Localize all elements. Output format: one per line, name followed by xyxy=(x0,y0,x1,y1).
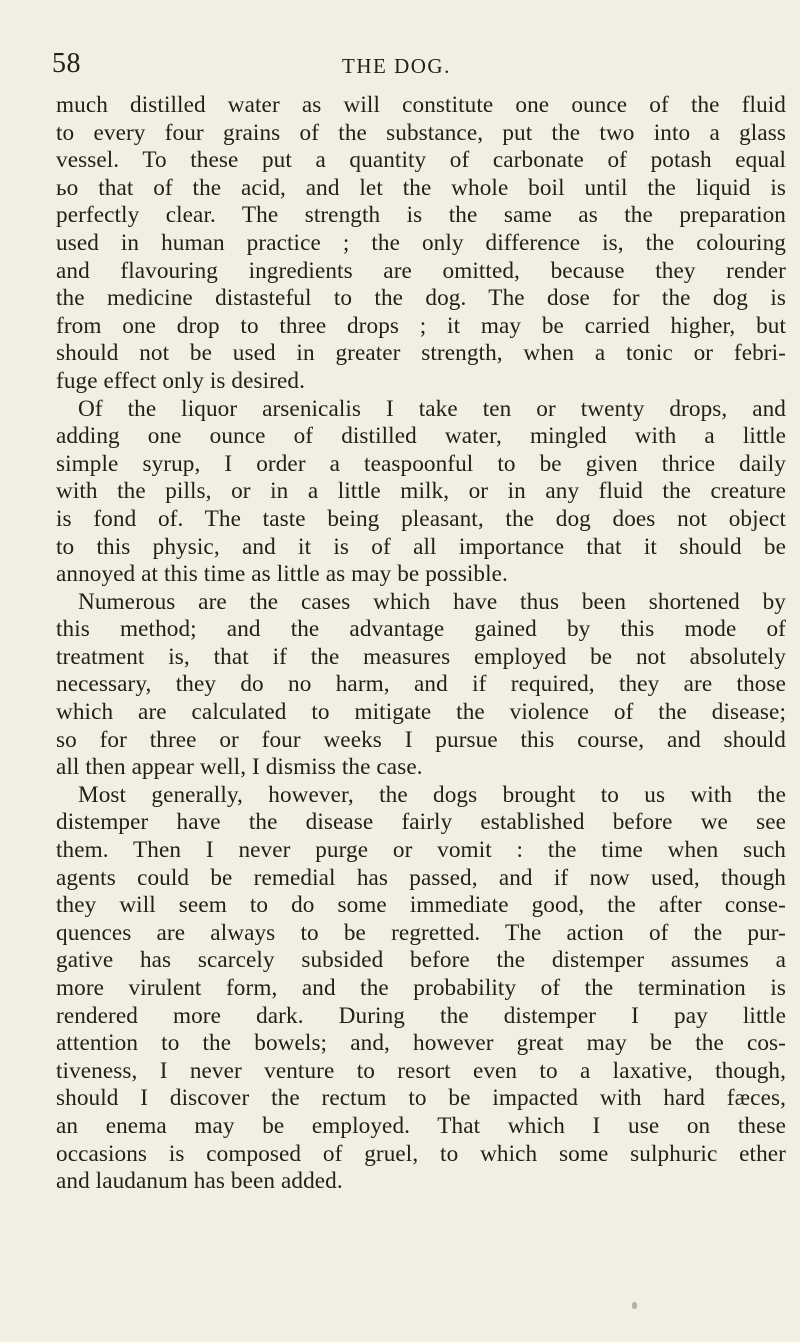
running-head: THE DOG. xyxy=(342,54,451,78)
text-line: this method; and the advantage gained by this mode of xyxy=(56,616,786,643)
text-line: occasions is composed of gruel, to which some sulphuric ether xyxy=(56,1140,786,1167)
text-line: them. Then I never purge or vomit : the time when such xyxy=(56,837,786,864)
text-line: necessary, they do no harm, and if required, they are those xyxy=(56,671,786,698)
text-line: and flavouring ingredients are omitted, because they render xyxy=(56,257,786,284)
text-line: should not be used in greater strength, when a tonic or febri- xyxy=(56,340,786,367)
text-line: used in human practice ; the only difference is, the colouring xyxy=(56,229,786,256)
text-line: agents could be remedial has passed, and if now used, though xyxy=(56,864,786,891)
text-line: tiveness, I never venture to resort even to a laxative, though, xyxy=(56,1057,786,1084)
text-line: the medicine distasteful to the dog. The dose for the dog is xyxy=(56,285,786,312)
text-line: and laudanum has been added. xyxy=(56,1168,343,1195)
text-line: adding one ounce of distilled water, mingled with a little xyxy=(56,423,786,450)
text-line: which are calculated to mitigate the violence of the disease; xyxy=(56,699,786,726)
text-line: they will seem to do some immediate good, the after conse- xyxy=(56,892,786,919)
text-line: vessel. To these put a quantity of carbonate of potash equal xyxy=(56,147,786,174)
text-line: attention to the bowels; and, however great may be the cos- xyxy=(56,1030,786,1057)
body-text xyxy=(56,92,786,1196)
text-line: ьо that of the acid, and let the whole boil until the liquid is xyxy=(56,174,786,201)
text-line: simple syrup, I order a teaspoonful to be given thrice daily xyxy=(56,450,786,477)
text-line: more virulent form, and the probability of the termination is xyxy=(56,975,786,1001)
text-line: all then appear well, I dismiss the case. xyxy=(56,754,423,781)
text-line: to this physic, and it is of all importance that it should be xyxy=(56,533,786,560)
text-line: to every four grains of the substance, put the two into a glass xyxy=(56,119,786,146)
text-line: perfectly clear. The strength is the same as the preparation xyxy=(56,202,786,229)
text-line: is fond of. The taste being pleasant, the dog does not object xyxy=(56,505,786,532)
text-line: distemper have the disease fairly established before we see xyxy=(56,809,786,836)
text-line: fuge effect only is desired. xyxy=(56,367,305,394)
text-line: treatment is, that if the measures employed be not absolutely xyxy=(56,643,786,670)
text-line: Of the liquor arsenicalis I take ten or twenty drops, and xyxy=(78,395,786,422)
text-line: an enema may be employed. That which I use on these xyxy=(56,1112,786,1139)
text-line: gative has scarcely subsided before the distemper assumes a xyxy=(56,947,786,974)
text-line: annoyed at this time as little as may be possible. xyxy=(56,561,508,588)
text-line: with the pills, or in a little milk, or in any fluid the creature xyxy=(56,478,786,505)
paper-speck xyxy=(632,1302,637,1309)
text-line: from one drop to three drops ; it may be carried higher, but xyxy=(56,312,786,339)
text-line: should I discover the rectum to be impacted with hard fæces, xyxy=(56,1085,786,1112)
text-line: Numerous are the cases which have thus been shortened by xyxy=(78,588,786,615)
text-line: so for three or four weeks I pursue this course, and should xyxy=(56,726,786,753)
page-number: 58 xyxy=(52,48,81,79)
text-line: quences are always to be regretted. The action of the pur- xyxy=(56,919,786,946)
text-line: rendered more dark. During the distemper I pay little xyxy=(56,1002,786,1029)
text-line: much distilled water as will constitute one ounce of the fluid xyxy=(56,92,786,118)
page-header xyxy=(52,46,766,82)
text-line: Most generally, however, the dogs brought to us with the xyxy=(78,781,786,808)
